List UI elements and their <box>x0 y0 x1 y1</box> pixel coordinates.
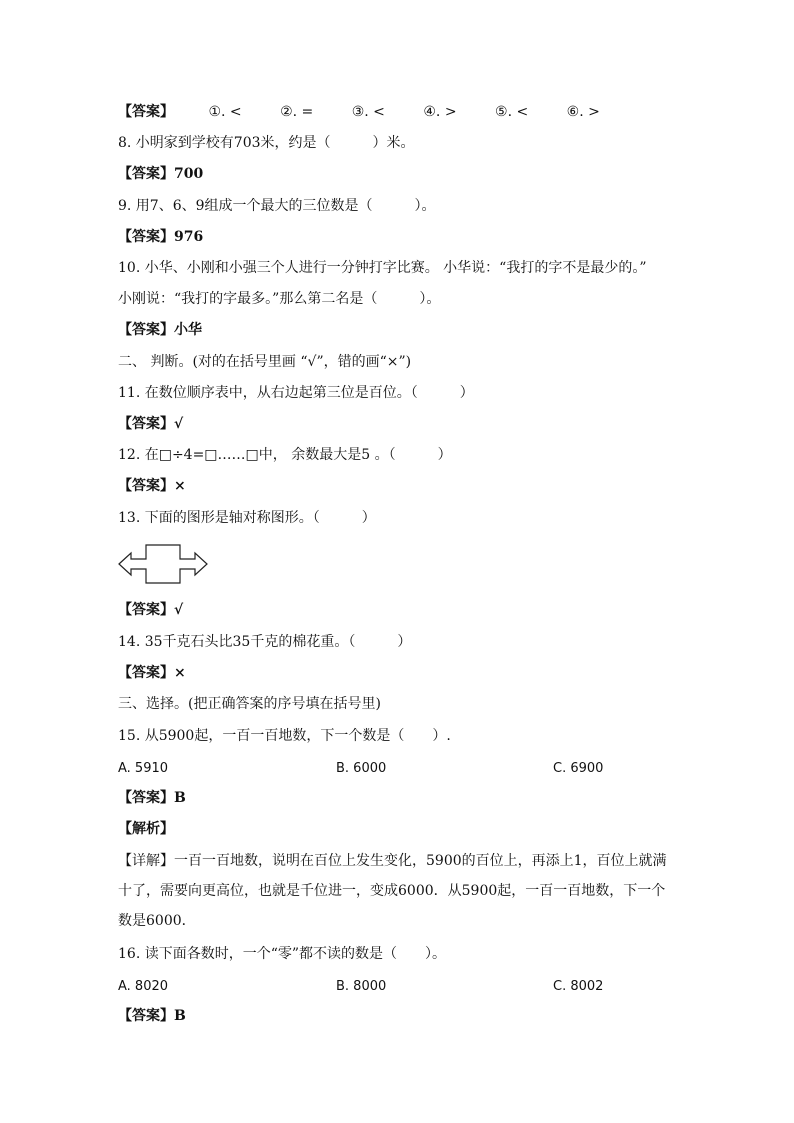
q16-option-c: C. 8002 <box>553 979 604 994</box>
q15-answer: 【答案】B <box>118 790 186 806</box>
q10-question-line2: 小刚说：“我打的字最多。”那么第二名是（ ）。 <box>118 291 441 307</box>
q9-question: 9. 用7、6、9组成一个最大的三位数是（ ）。 <box>118 198 436 214</box>
q7-answer-3: ③. < <box>351 104 385 120</box>
q7-answer-4: ④. > <box>423 104 457 120</box>
q7-answer-row <box>118 102 634 122</box>
q15-detail: 【详解】一百一百地数，说明在百位上发生变化，5900的百位上，再添上1，百位上就满十了，需要向更高位，也就是千位进一，变成6000．从5900起，一百一百地数，下一个数是6000． <box>118 853 667 929</box>
q11-question: 11. 在数位顺序表中，从右边起第三位是百位。（ ） <box>118 385 474 401</box>
q8-question: 8. 小明家到学校有703米，约是（ ）米。 <box>118 135 415 151</box>
q12-question: 12. 在□÷4=□……□中， 余数最大是5 。（ ） <box>118 447 452 463</box>
q15-analysis-label: 【解析】 <box>118 821 174 837</box>
q16-answer: 【答案】B <box>118 1008 186 1024</box>
answer-label: 【答案】 <box>118 104 174 120</box>
q7-answer-5: ⑤. < <box>495 104 529 120</box>
q16-option-b: B. 8000 <box>336 979 387 994</box>
q16-question: 16. 读下面各数时，一个“零”都不读的数是（ ）。 <box>118 946 447 962</box>
q13-question: 13. 下面的图形是轴对称图形。（ ） <box>118 510 376 526</box>
q15-option-b: B. 6000 <box>336 761 387 776</box>
q9-answer: 【答案】976 <box>118 229 204 245</box>
q7-answer-1: ①. < <box>208 104 242 120</box>
q7-answer-2: ②. = <box>280 104 314 120</box>
q8-answer: 【答案】700 <box>118 166 204 182</box>
q13-answer: 【答案】√ <box>118 602 184 618</box>
q15-question: 15. 从5900起，一百一百地数，下一个数是（ ）. <box>118 728 451 744</box>
section3-title: 三、选择。(把正确答案的序号填在括号里) <box>118 696 381 712</box>
q10-question-line1: 10. 小华、小刚和小强三个人进行一分钟打字比赛。 小华说：“我打的字不是最少的。” <box>118 260 647 276</box>
q15-option-c: C. 6900 <box>553 761 604 776</box>
section2-title: 二、 判断。(对的在括号里画 “√”，错的画“×”) <box>118 354 412 370</box>
q14-answer: 【答案】× <box>118 665 186 681</box>
q14-question: 14. 35千克石头比35千克的棉花重。（ ） <box>118 634 412 650</box>
q12-answer: 【答案】× <box>118 478 186 494</box>
q15-option-a: A. 5910 <box>118 761 169 776</box>
q7-answer-6: ⑥. > <box>566 104 600 120</box>
double-arrow-figure <box>118 542 210 586</box>
q11-answer: 【答案】√ <box>118 416 184 432</box>
q10-answer: 【答案】小华 <box>118 322 202 338</box>
q16-option-a: A. 8020 <box>118 979 169 994</box>
